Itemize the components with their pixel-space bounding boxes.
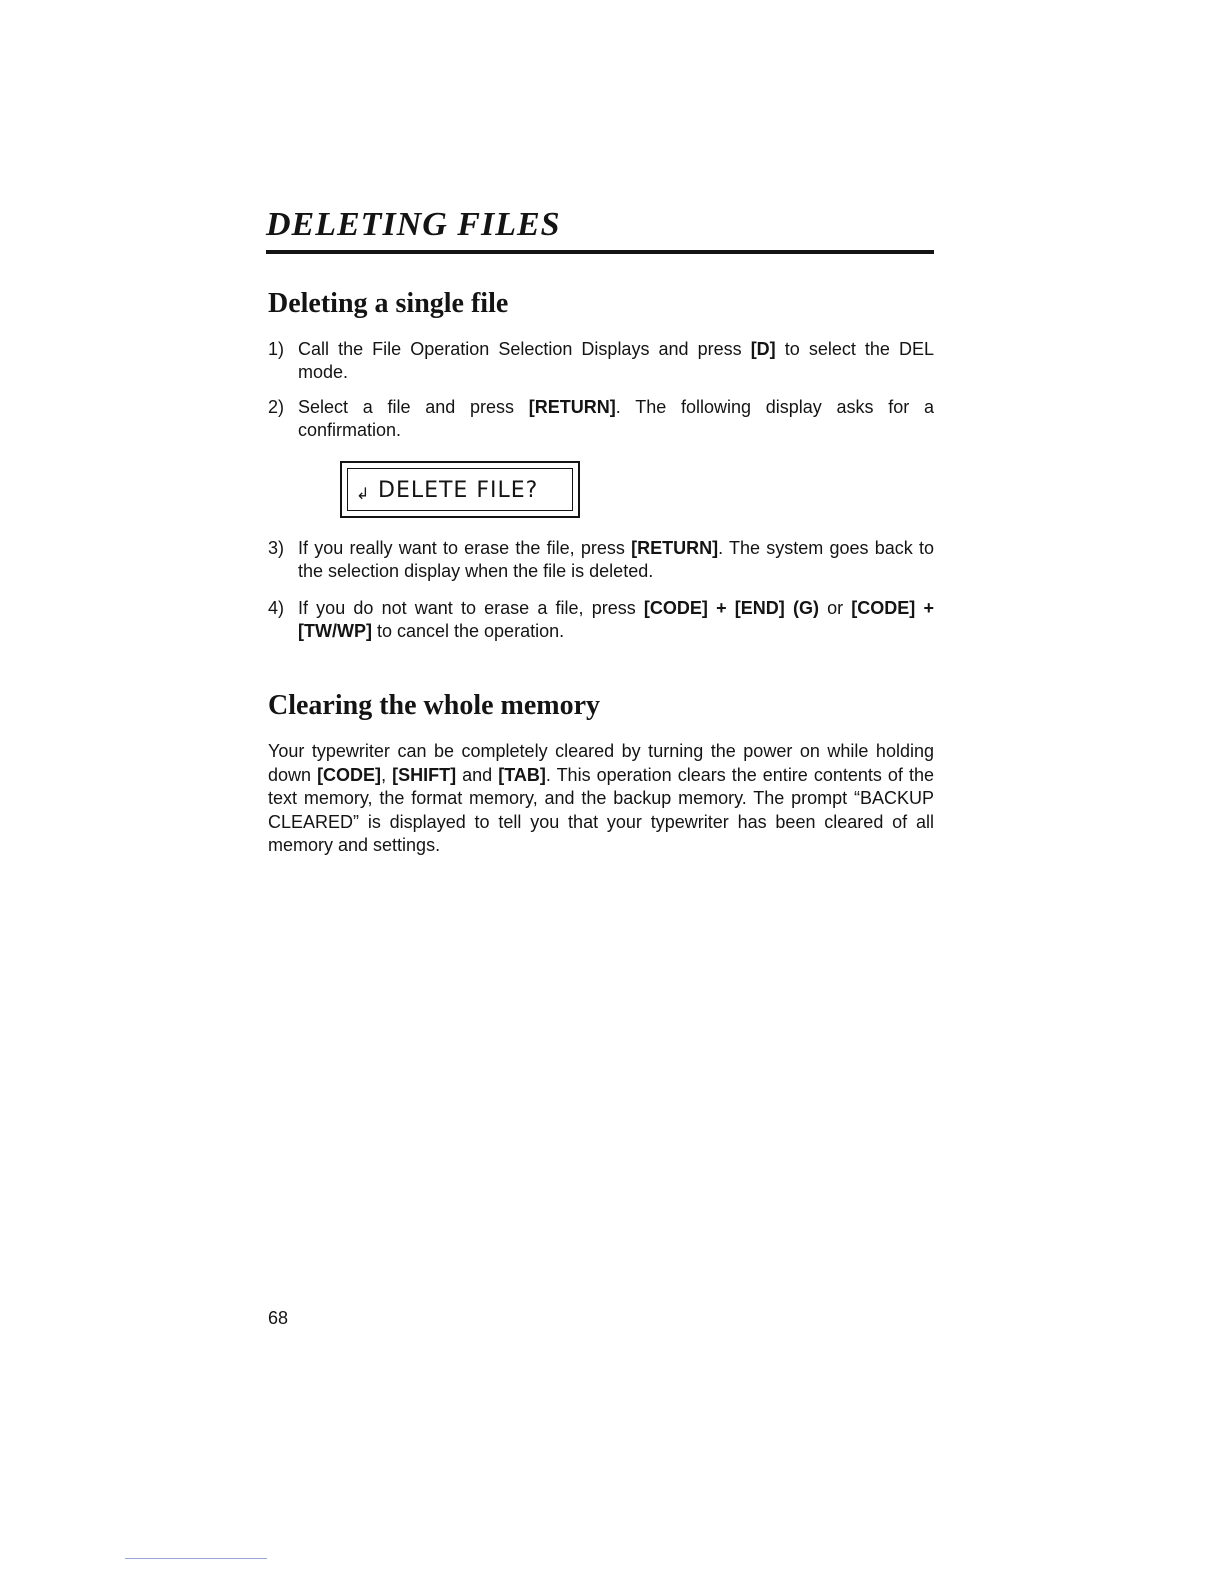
step-text: Select a file and press [RETURN]. The following display asks for a confirmation. — [298, 397, 934, 440]
lcd-display-inner-frame — [347, 468, 573, 511]
lcd-display-illustration — [340, 461, 580, 518]
key-label: [SHIFT] — [392, 764, 457, 785]
chapter-title: DELETING FILES — [266, 206, 561, 243]
key-label: [CODE] — [317, 764, 382, 785]
key-label: [RETURN] — [631, 538, 719, 558]
clearing-memory-paragraph: Your typewriter can be completely cleared by turning the power on while holding down [CODE], [SHIFT] and [TAB]. This operation clears the entire contents of the text memory, the format memory, and the backup memory. The prompt “BACKUP CLEARED” is displayed to tell you that your typewriter has been cleared of all memory and settings. — [268, 741, 934, 855]
key-label: [TAB] — [498, 764, 546, 785]
key-label: [RETURN] — [528, 397, 616, 417]
step-text: Call the File Operation Selection Displays and press [D] to select the DEL mode. — [298, 339, 934, 382]
step-number: 1) — [268, 339, 285, 359]
step-number: 2) — [268, 397, 285, 417]
key-label: [D] — [750, 339, 776, 359]
step-number: 3) — [268, 538, 285, 558]
chapter-title-rule — [266, 250, 934, 254]
step-2 — [268, 396, 934, 442]
step-text: If you do not want to erase a file, press [CODE] + [END] (G) or [CODE] + [TW/WP] to cancel the operation. — [298, 598, 934, 641]
key-label: [CODE] + [TW/WP] — [298, 598, 934, 641]
step-3 — [268, 537, 934, 583]
section-heading-deleting-single-file: Deleting a single file — [268, 288, 509, 319]
step-text: If you really want to erase the file, press [RETURN]. The system goes back to the selection display when the file is deleted. — [298, 538, 934, 581]
step-4 — [268, 597, 934, 643]
key-label: [CODE] + [END] (G) — [643, 598, 819, 618]
return-arrow-icon: ↲ — [356, 484, 370, 503]
lcd-display-text: DELETE FILE? — [378, 478, 539, 503]
page-number: 68 — [268, 1308, 289, 1328]
step-1 — [268, 338, 934, 384]
footer-rule — [125, 1558, 267, 1559]
step-number: 4) — [268, 598, 285, 618]
section-heading-clearing-memory: Clearing the whole memory — [268, 690, 601, 721]
